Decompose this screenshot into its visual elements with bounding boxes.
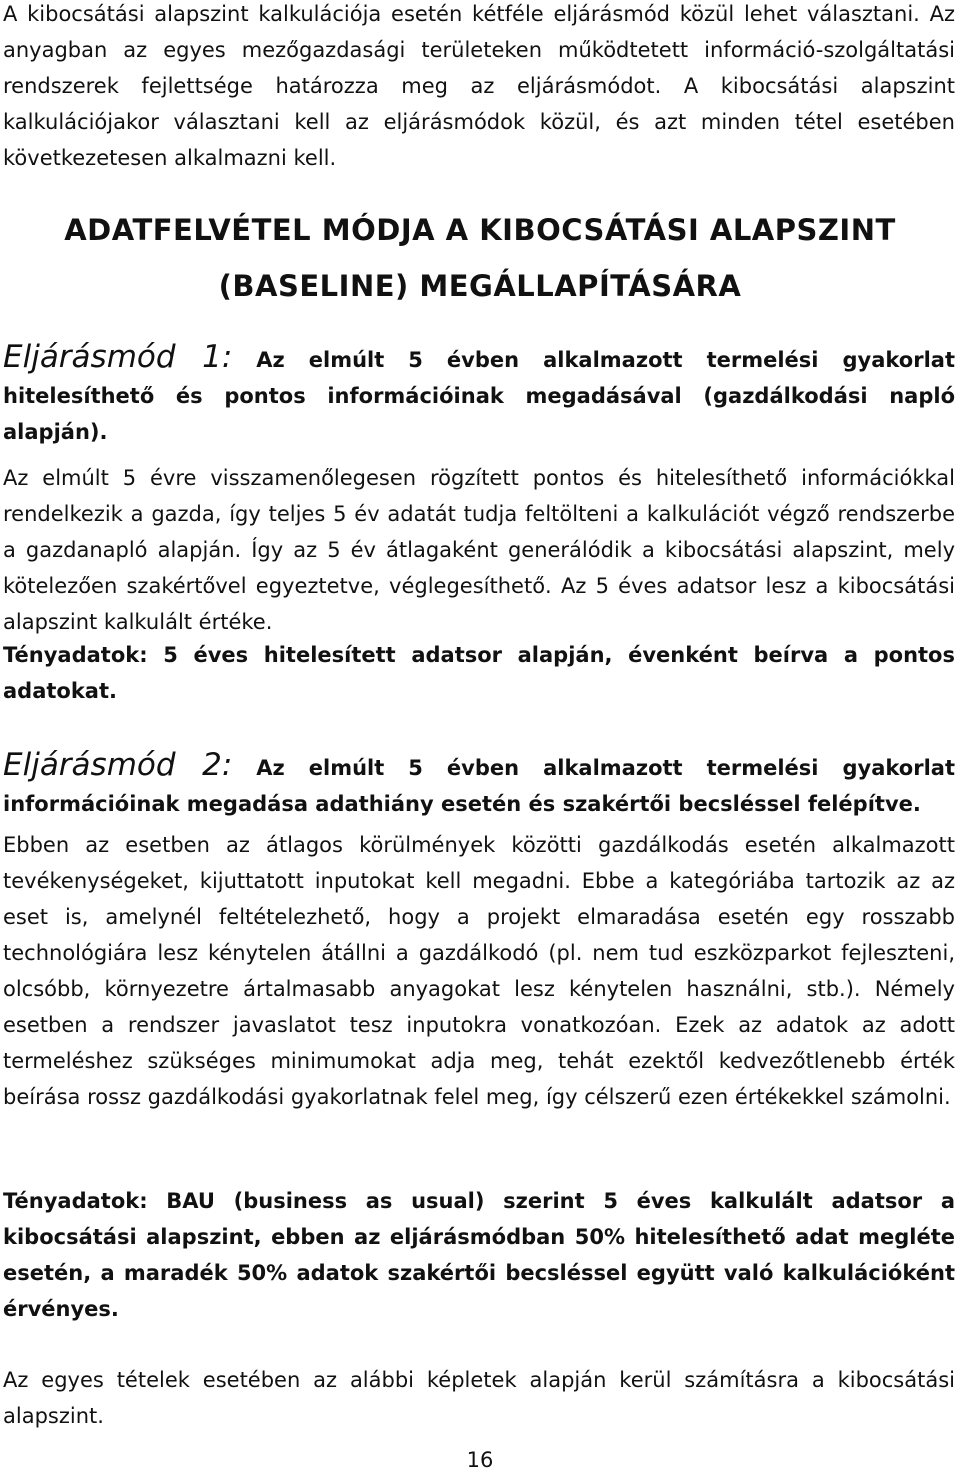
method-2-label: Eljárásmód 2: — [3, 747, 233, 783]
method-2-title — [3, 747, 955, 822]
method-2-facts: Tényadatok: BAU (business as usual) szerint 5 éves kalkulált adatsor a kibocsátási alapszint, ebben az eljárásmódban 50% hitelesíthető adat megléte esetén, a maradék 50% adatok szakértői becsléssel együtt való kalkulációként érvényes. — [3, 1189, 955, 1321]
method-1-title-text: Az elmúlt 5 évben alkalmazott termelési gyakorlat hitelesíthető és pontos információinak megadásával (gazdálkodási napló alapján). — [3, 348, 955, 444]
method-2-title-text: Az elmúlt 5 évben alkalmazott termelési gyakorlat információinak megadása adathiány esetén és szakértői becsléssel felépítve. — [3, 756, 955, 816]
section-heading-line-2: (BASELINE) MEGÁLLAPÍTÁSÁRA — [218, 269, 742, 303]
page-number: 16 — [466, 1448, 494, 1472]
method-1-body: Az elmúlt 5 évre visszamenőlegesen rögzített pontos és hitelesíthető információkkal rendelkezik a gazda, így teljes 5 év adatát tudja feltölteni a kalkulációt végző rendszerbe a gazdanapló alapján. Így az 5 év átlagaként generálódik a kibocsátási alapszint, mely kötelezően szakértővel egyeztetve, véglegesíthető. Az 5 éves adatsor lesz a kibocsátási alapszint kalkulált értéke. — [3, 466, 955, 634]
section-heading — [0, 202, 960, 314]
intro-paragraph: A kibocsátási alapszint kalkulációja esetén kétféle eljárásmód közül lehet választani. Az anyagban az egyes mezőgazdasági területeken működtetett információ-szolgáltatási rendszerek fejlettsége határozza meg az eljárásmódot. A kibocsátási alapszint kalkulációjakor választani kell az eljárásmódok közül, és azt minden tétel esetében következetesen alkalmazni kell. — [3, 2, 955, 170]
section-heading-line-1: ADATFELVÉTEL MÓDJA A KIBOCSÁTÁSI ALAPSZINT — [64, 213, 896, 247]
method-1-title — [3, 339, 955, 450]
method-1-label: Eljárásmód 1: — [3, 339, 233, 375]
closing-paragraph: Az egyes tételek esetében az alábbi képletek alapján kerül számításra a kibocsátási alapszint. — [3, 1368, 955, 1428]
method-2-body: Ebben az esetben az átlagos körülmények közötti gazdálkodás esetén alkalmazott tevékenységeket, kijuttatott inputokat kell megadni. Ebbe a kategóriába tartozik az az eset is, amelynél feltételezhető, hogy a projekt elmaradása esetén egy rosszabb technológiára lesz kénytelen átállni a gazdálkodó (pl. nem tud eszközparkot fejleszteni, olcsóbb, környezetre ártalmasabb anyagokat lesz kénytelen használni, stb.). Némely esetben a rendszer javaslatot tesz inputokra vonatkozóan. Ezek az adatok az adott termeléshez szükséges minimumokat adja meg, tehát ezektől kedvezőtlenebb érték beírása rossz gazdálkodási gyakorlatnak felel meg, így célszerű ezen értékekkel számolni. — [3, 833, 955, 1109]
method-1-facts: Tényadatok: 5 éves hitelesített adatsor alapján, évenként beírva a pontos adatokat. — [3, 643, 955, 703]
